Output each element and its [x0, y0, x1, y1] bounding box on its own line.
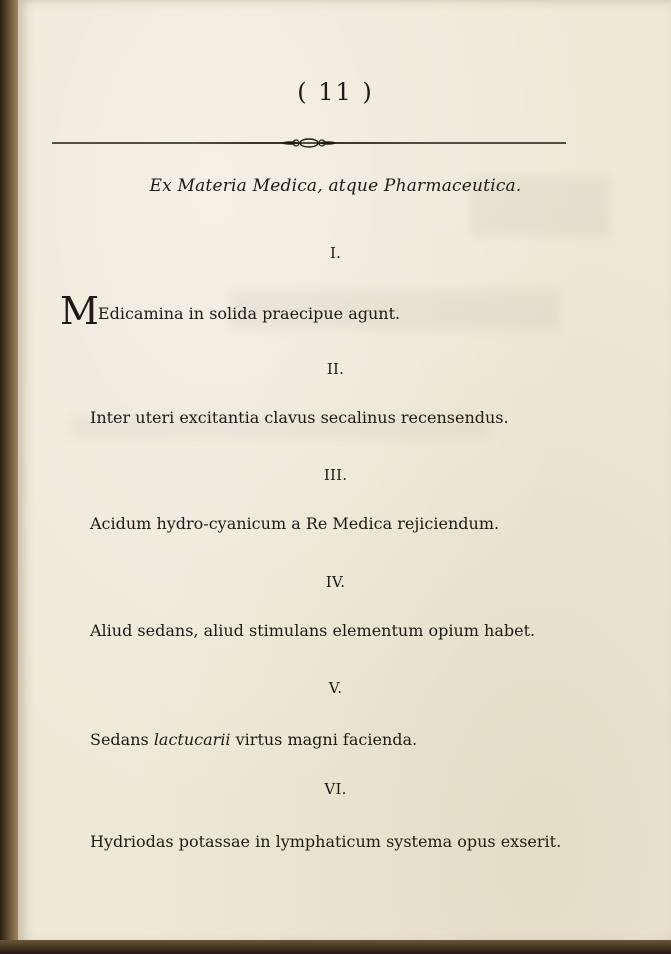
proposition-text [90, 730, 417, 749]
proposition-numeral: III. [323, 466, 348, 484]
proposition-text: Acidum hydro-cyanicum a Re Medica rejiciendum. [90, 514, 500, 533]
page-bottom-edge [0, 940, 671, 954]
proposition-text: Hydriodas potassae in lymphaticum systema opus exserit. [90, 832, 562, 851]
proposition-text: Aliud sedans, aliud stimulans elementum opium habet. [90, 621, 536, 640]
proposition-numeral: I. [329, 244, 342, 262]
proposition-numeral: VI. [324, 780, 347, 798]
italic-term: lactucarii [153, 730, 231, 749]
drop-cap: M [60, 289, 98, 333]
proposition-numeral: V. [328, 679, 343, 697]
proposition-text-rest: Edicamina in solida praecipue agunt. [97, 304, 401, 323]
ornamental-rule [52, 133, 566, 153]
proposition-numeral: II. [326, 360, 345, 378]
proposition-text: Inter uteri excitantia clavus secalinus recensendus. [90, 408, 509, 427]
proposition-text [60, 289, 401, 333]
page-number: ( 11 ) [297, 78, 374, 106]
text-after: virtus magni facienda. [230, 730, 418, 749]
proposition-numeral: IV. [325, 573, 346, 591]
section-heading: Ex Materia Medica, atque Pharmaceutica. [149, 176, 522, 196]
text-before: Sedans [90, 730, 154, 749]
